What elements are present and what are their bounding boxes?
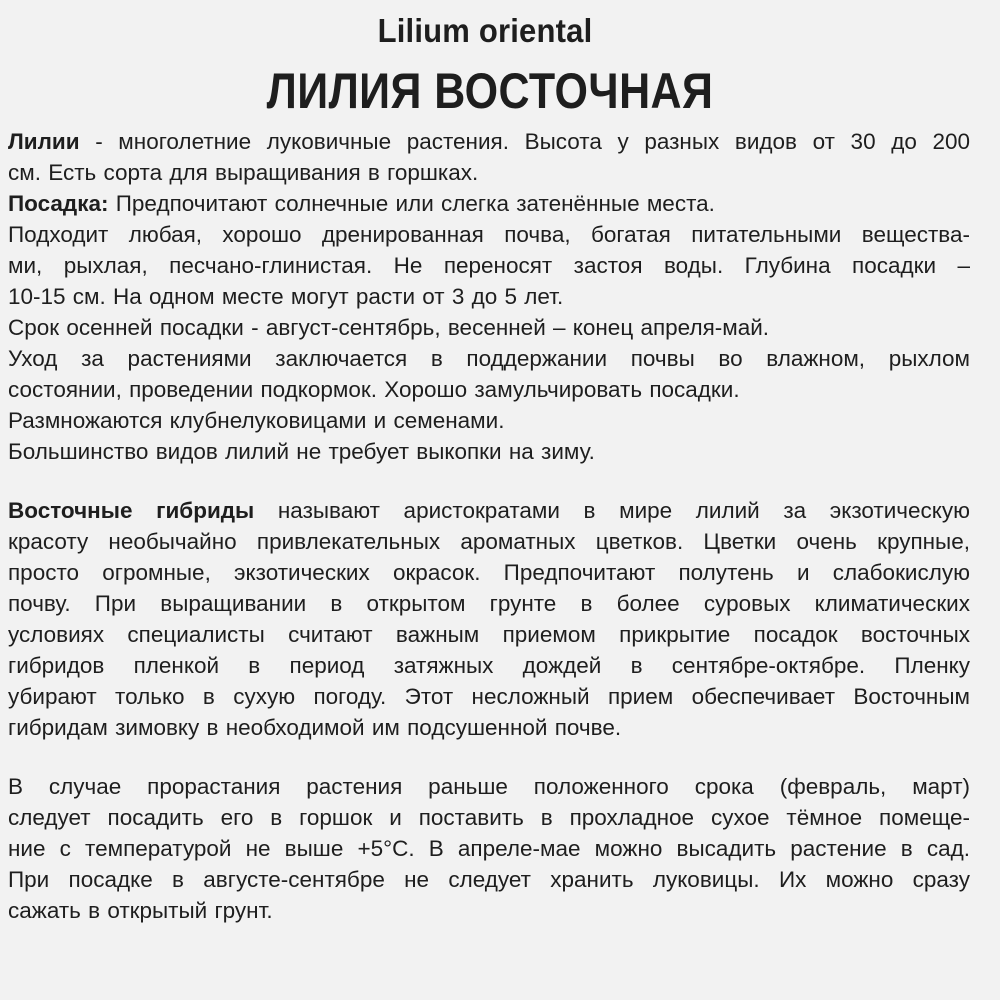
text-line: просто огромные, экзотических окрасок. Предпочитают полутень и слабокислую xyxy=(8,560,970,585)
text-line: следует посадить его в горшок и поставить в прохладное сухое тёмное помеще- xyxy=(8,805,970,830)
text-line: Срок осенней посадки - август-сентябрь, весенней – конец апреля-май. xyxy=(8,315,770,340)
text-line: гибридов пленкой в период затяжных дождей в сентябре-октябре. Пленку xyxy=(8,653,970,678)
text-line: 10-15 см. На одном месте могут расти от 3 до 5 лет. xyxy=(8,284,564,309)
text-line: убирают только в сухую погоду. Этот несложный прием обеспечивает Восточным xyxy=(8,684,970,709)
latin-title: Lilium oriental xyxy=(377,12,593,49)
text-line: гибридам зимовку в необходимой им подсушенной почве. xyxy=(8,715,622,740)
early-sprouting-section xyxy=(8,771,970,926)
text-line: красоту необычайно привлекательных ароматных цветков. Цветки очень крупные, xyxy=(8,529,970,554)
text-line: Лилии - многолетние луковичные растения. Высота у разных видов от 30 до 200 xyxy=(8,129,970,154)
text-line: Большинство видов лилий не требует выкопки на зиму. xyxy=(8,439,595,464)
text-line: Уход за растениями заключается в поддержании почвы во влажном, рыхлом xyxy=(8,346,970,371)
description-text xyxy=(8,126,970,926)
text-line: ми, рыхлая, песчано-глинистая. Не переносят застоя воды. Глубина посадки – xyxy=(8,253,970,278)
text-line: Восточные гибриды называют аристократами в мире лилий за экзотическую xyxy=(8,498,970,523)
paragraph-gap xyxy=(8,743,970,771)
hybrids-lead: Восточные гибриды xyxy=(8,498,255,523)
oriental-hybrids-section xyxy=(8,495,970,743)
text-line: Подходит любая, хорошо дренированная почва, богатая питательными вещества- xyxy=(8,222,970,247)
text-line: ние с температурой не выше +5°С. В апреле-мае можно высадить растение в сад. xyxy=(8,836,970,861)
text-line: состоянии, проведении подкормок. Хорошо замульчировать посадки. xyxy=(8,377,740,402)
text-line: почву. При выращивании в открытом грунте в более суровых климатических xyxy=(8,591,970,616)
russian-title: ЛИЛИЯ ВОСТОЧНАЯ xyxy=(266,63,714,119)
text-line: сажать в открытый грунт. xyxy=(8,898,273,923)
paragraph-gap xyxy=(8,467,970,495)
planting-lead: Посадка: xyxy=(8,191,109,216)
text-line: Посадка: Предпочитают солнечные или слегка затенённые места. xyxy=(8,191,715,216)
lilies-lead: Лилии xyxy=(8,129,80,154)
general-info-section xyxy=(8,126,970,467)
text-line: условиях специалисты считают важным приемом прикрытие посадок восточных xyxy=(8,622,970,647)
text-line: При посадке в августе-сентябре не следует хранить луковицы. Их можно сразу xyxy=(8,867,970,892)
text-line: В случае прорастания растения раньше положенного срока (февраль, март) xyxy=(8,774,970,799)
text-line: Размножаются клубнелуковицами и семенами. xyxy=(8,408,505,433)
text-line: см. Есть сорта для выращивания в горшках. xyxy=(8,160,479,185)
